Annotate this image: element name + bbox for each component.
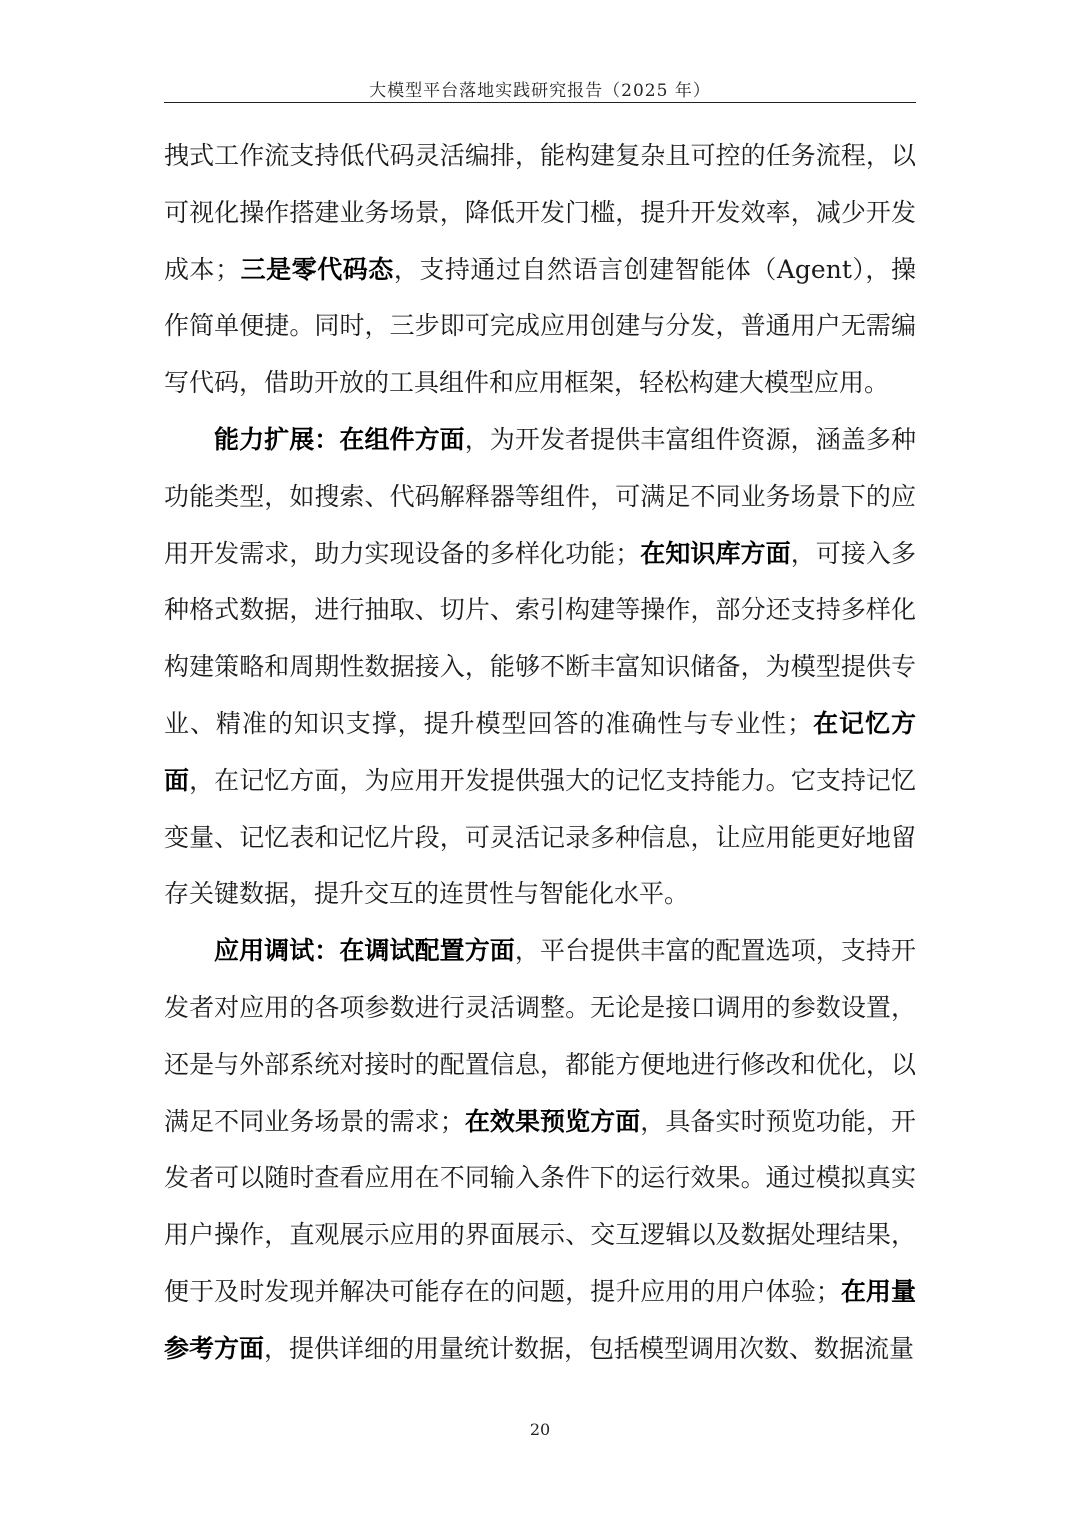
bold-phrase: 应用调试：在调试配置方面 [214, 936, 515, 966]
text-run: ，为开发者提供丰富组件资源，涵盖多种功能类型，如搜索、代码解释器等组件，可满足不同业务场景下的应用开发需求，助力实现设备的多样化功能； [164, 424, 916, 568]
text-run: ，在记忆方面，为应用开发提供强大的记忆支持能力。它支持记忆变量、记忆表和记忆片段，可灵活记录多种信息，让应用能更好地留存关键数据，提升交互的连贯性与智能化水平。 [164, 765, 916, 909]
bold-phrase: 在记忆方面 [164, 708, 916, 795]
body-text [164, 128, 916, 1378]
paragraph-application-debugging [164, 923, 916, 1377]
text-run: 拽式工作流支持低代码灵活编排，能构建复杂且可控的任务流程，以可视化操作搭建业务场景，降低开发门槛，提升开发效率，减少开发成本； [164, 141, 916, 284]
bold-phrase: 三是零代码态 [240, 254, 394, 284]
header-divider [164, 102, 916, 103]
paragraph-capability-extension [164, 412, 916, 923]
bold-phrase: 在用量参考方面 [164, 1276, 916, 1363]
page-number: 20 [529, 1420, 551, 1439]
text-run: ，提供详细的用量统计数据，包括模型调用次数、数据流量 [264, 1333, 915, 1363]
bold-phrase: 在知识库方面 [640, 538, 791, 568]
running-header: 大模型平台落地实践研究报告（2025 年） [369, 81, 711, 101]
bold-phrase: 能力扩展：在组件方面 [214, 424, 465, 454]
paragraph-continuation [164, 128, 916, 412]
text-run: ，支持通过自然语言创建智能体（Agent），操作简单便捷。同时，三步即可完成应用创建与分发，普通用户无需编写代码，借助开放的工具组件和应用框架，轻松构建大模型应用。 [164, 254, 916, 398]
text-run: ，具备实时预览功能，开发者可以随时查看应用在不同输入条件下的运行效果。通过模拟真实用户操作，直观展示应用的界面展示、交互逻辑以及数据处理结果，便于及时发现并解决可能存在的问题，提升应用的用户体验； [164, 1106, 916, 1306]
text-run: ，可接入多种格式数据，进行抽取、切片、索引构建等操作，部分还支持多样化构建策略和周期性数据接入，能够不断丰富知识储备，为模型提供专业、精准的知识支撑，提升模型回答的准确性与专业性； [164, 538, 916, 738]
bold-phrase: 在效果预览方面 [464, 1106, 641, 1136]
text-run: ，平台提供丰富的配置选项，支持开发者对应用的各项参数进行灵活调整。无论是接口调用的参数设置，还是与外部系统对接时的配置信息，都能方便地进行修改和优化，以满足不同业务场景的需求； [164, 936, 916, 1136]
